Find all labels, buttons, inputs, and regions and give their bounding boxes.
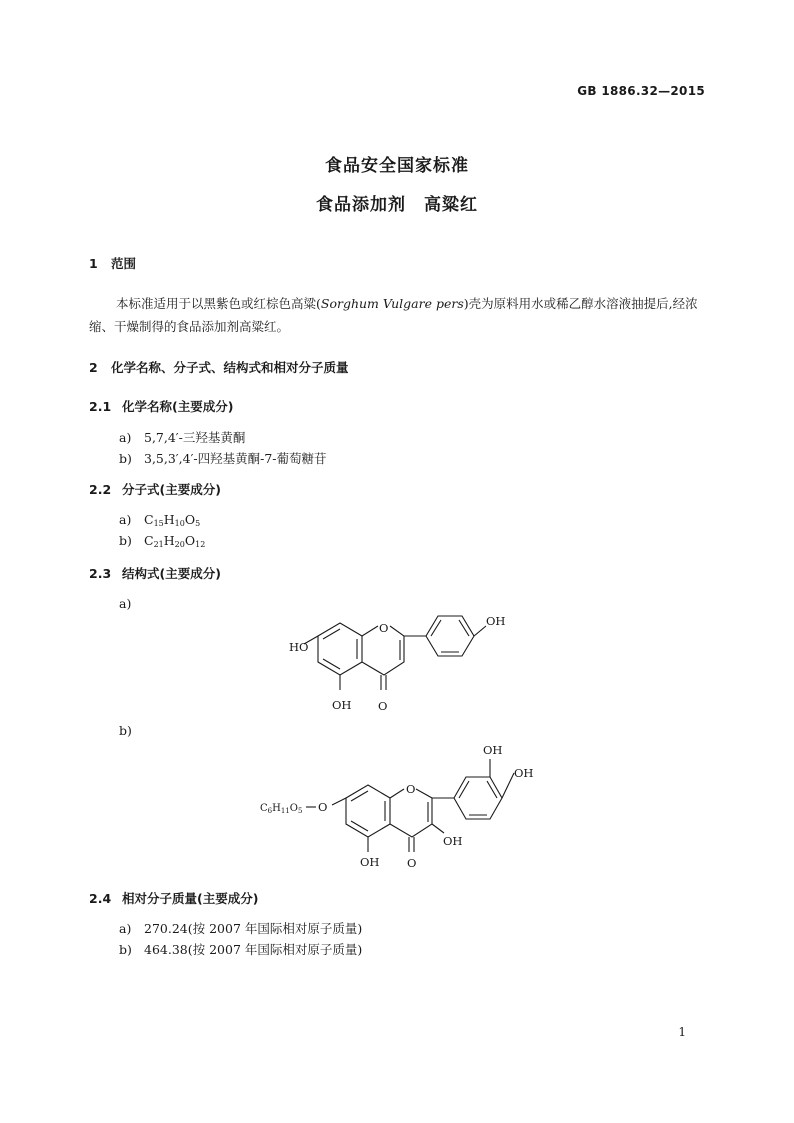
label-carbonyl-oxygen: O (378, 699, 388, 713)
section-title: 分子式(主要成分) (122, 482, 221, 497)
list-item (119, 449, 327, 467)
list-text: 5,7,4′-三羟基黄酮 (144, 430, 246, 445)
ring-a (318, 623, 362, 675)
section-2-4-heading (89, 889, 258, 907)
label-carbonyl-oxygen: O (407, 856, 417, 870)
section-number: 2.4 (89, 891, 112, 906)
document-subtitle: 食品添加剂 高粱红 (316, 195, 478, 215)
structure-b-diagram (256, 735, 556, 875)
label-glucose: $C_6H_{11}O_5$ (260, 803, 303, 815)
list-text: 3,5,3′,4′-四羟基黄酮-7-葡萄糖苷 (144, 451, 327, 466)
document-title: 食品安全国家标准 (325, 156, 469, 176)
list-item (119, 919, 362, 937)
section-title: 化学名称(主要成分) (122, 399, 234, 414)
section-2-heading (89, 358, 349, 376)
standard-code: GB 1886.32—2015 (577, 84, 705, 98)
scope-text-pre: 本标准适用于以黑紫色或红棕色高粱( (116, 296, 321, 311)
list-label: a) (119, 921, 132, 936)
ring-b (426, 616, 474, 656)
section-2-2-heading (89, 480, 221, 498)
page-number: 1 (678, 1025, 686, 1039)
ring-a (346, 785, 390, 837)
label-oh-right: OH (514, 766, 534, 780)
section-number: 1 (89, 256, 98, 271)
section-2-1-heading (89, 397, 233, 415)
scope-paragraph (89, 292, 719, 338)
label-oh-top: OH (486, 614, 506, 628)
section-number: 2 (89, 360, 98, 375)
list-label: a) (119, 430, 132, 445)
scope-latin-name: Sorghum Vulgare pers (320, 296, 464, 311)
section-number: 2.3 (89, 566, 112, 581)
label-oh-3: OH (443, 834, 463, 848)
structure-a-label: a) (119, 596, 132, 611)
ring-b (454, 777, 502, 819)
section-2-3-heading (89, 564, 221, 582)
section-title: 结构式(主要成分) (122, 566, 221, 581)
formula-item: a) $C_{15}H_{10}O_5$ (119, 512, 201, 528)
label-ring-oxygen: O (406, 782, 416, 796)
structure-a-diagram (280, 606, 520, 716)
list-item (119, 940, 362, 958)
section-number: 2.2 (89, 482, 112, 497)
section-number: 2.1 (89, 399, 112, 414)
label-oh-top: OH (483, 743, 503, 757)
list-text: 270.24(按 2007 年国际相对原子质量) (144, 921, 363, 936)
section-title: 范围 (111, 256, 137, 271)
list-text: 464.38(按 2007 年国际相对原子质量) (144, 942, 363, 957)
section-1-heading (89, 254, 136, 272)
scope-text-post: )壳为原料用水或稀乙醇水溶液抽提后,经浓缩、干燥制得的食品添加剂高粱红。 (89, 296, 698, 334)
label-ring-oxygen: O (379, 621, 389, 635)
list-label: a) (119, 512, 132, 527)
list-label: b) (119, 533, 132, 548)
label-oh-bottom: OH (332, 698, 352, 712)
list-label: b) (119, 451, 132, 466)
formula-item: b) $C_{21}H_{20}O_{12}$ (119, 533, 206, 549)
section-title: 化学名称、分子式、结构式和相对分子质量 (111, 360, 349, 375)
list-item (119, 428, 245, 446)
label-oh-bottom: OH (360, 855, 380, 869)
list-label: b) (119, 942, 132, 957)
label-link-oxygen: O (318, 800, 328, 814)
structure-b-label: b) (119, 723, 132, 738)
label-ho: HO (289, 640, 309, 654)
section-title: 相对分子质量(主要成分) (122, 891, 259, 906)
